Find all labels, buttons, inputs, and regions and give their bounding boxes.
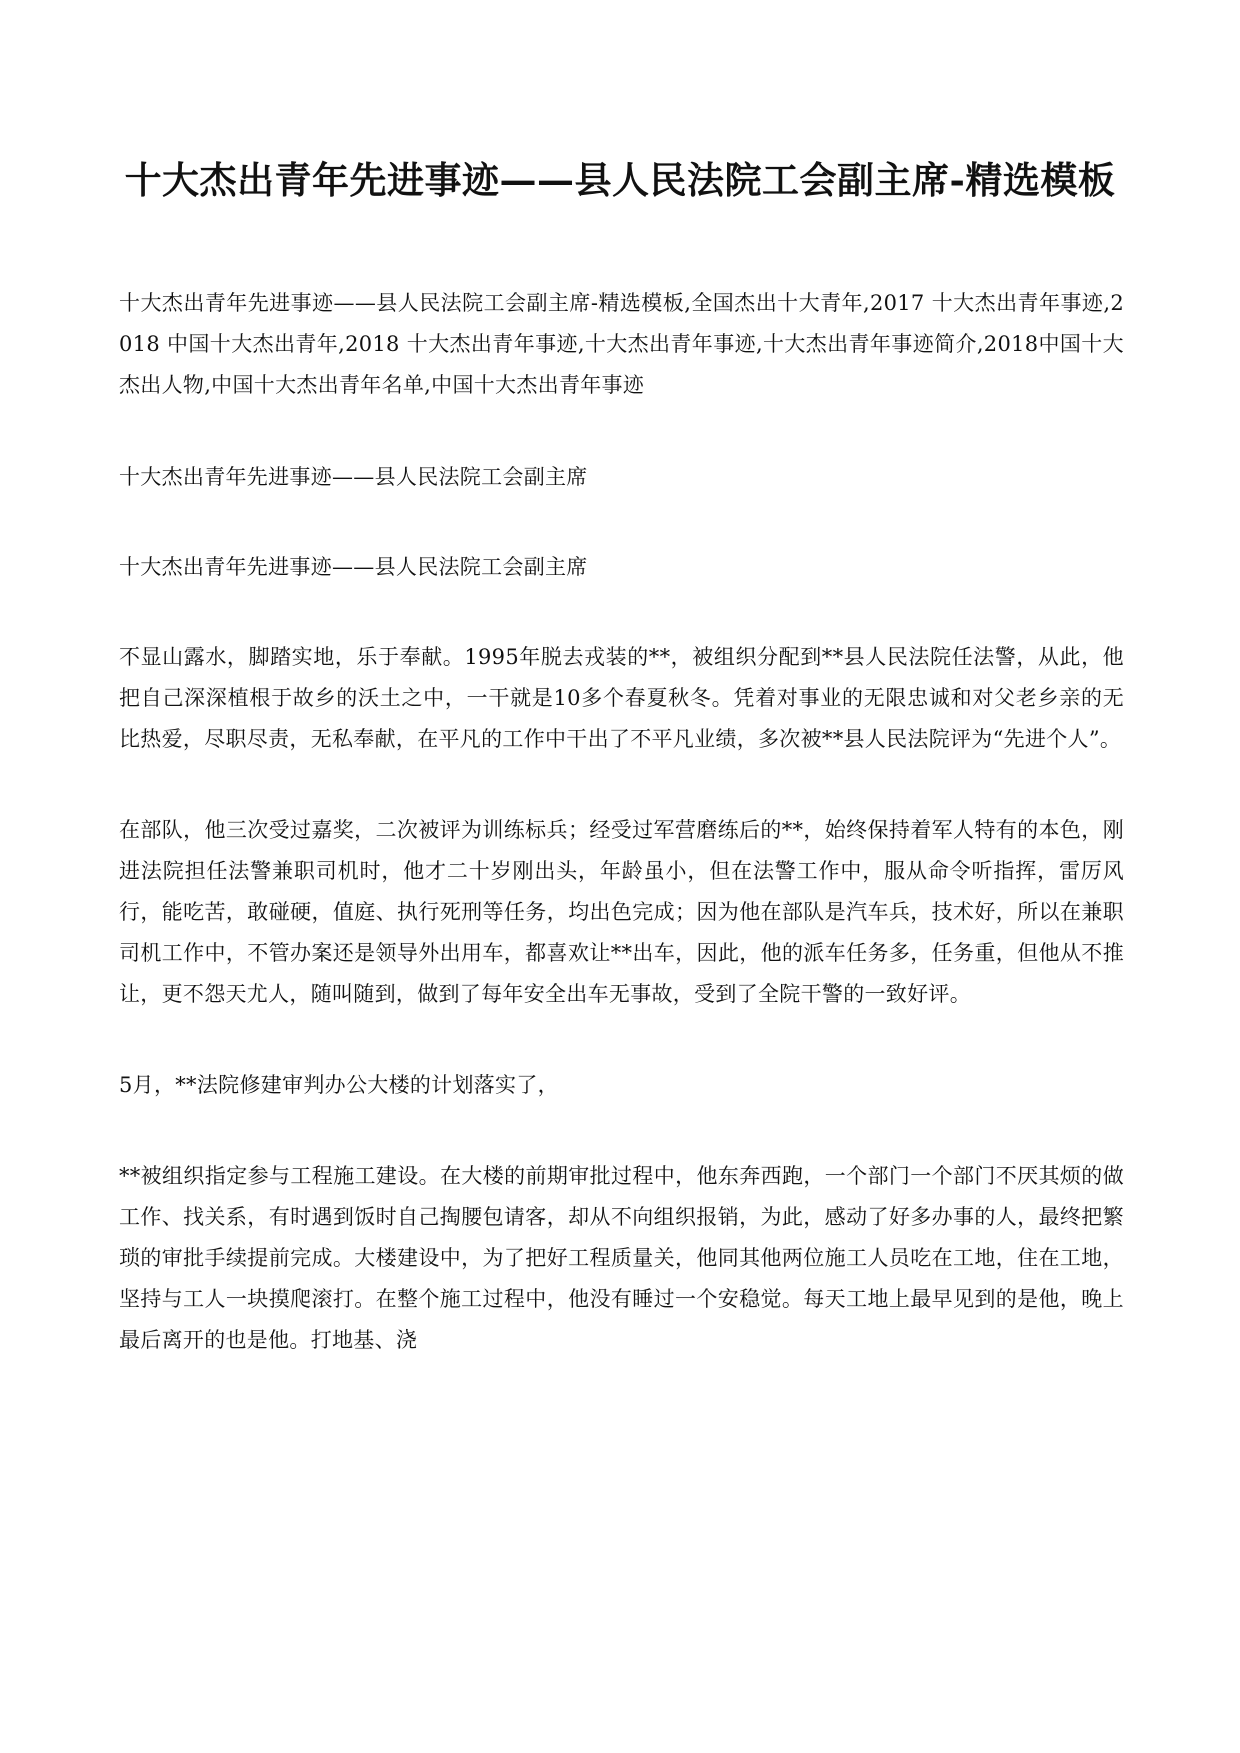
body-paragraph-2: 在部队，他三次受过嘉奖，二次被评为训练标兵；经受过军营磨练后的**，始终保持着军人特有的本色，刚进法院担任法警兼职司机时，他才二十岁刚出头，年龄虽小，但在法警工作中，服从命令听指挥，雷厉风行，能吃苦，敢碰硬，值庭、执行死刑等任务，均出色完成；因为他在部队是汽车兵，技术好，所以在兼职司机工作中，不管办案还是领导外出用车，都喜欢让**出车，因此，他的派车任务多，任务重，但他从不推让，更不怨天尤人，随叫随到，做到了每年安全出车无事故，受到了全院干警的一致好评。 [119, 818, 1124, 1006]
document-title: 十大杰出青年先进事迹——县人民法院工会副主席-精选模板 [124, 158, 1116, 202]
keywords-paragraph: 十大杰出青年先进事迹——县人民法院工会副主席-精选模板,全国杰出十大青年,2017 十大杰出青年事迹,2018 中国十大杰出青年,2018 十大杰出青年事迹,十大杰出青年事迹,十大杰出青年事迹简介,2018中国十大杰出人物,中国十大杰出青年名单,中国十大杰出青年事迹 [119, 291, 1124, 397]
subtitle-line-2: 十大杰出青年先进事迹——县人民法院工会副主席 [119, 555, 588, 579]
document-body [119, 283, 1124, 1361]
subtitle-line-1: 十大杰出青年先进事迹——县人民法院工会副主席 [119, 465, 588, 489]
body-paragraph-4: **被组织指定参与工程施工建设。在大楼的前期审批过程中，他东奔西跑，一个部门一个部门不厌其烦的做工作、找关系，有时遇到饭时自己掏腰包请客，却从不向组织报销，为此，感动了好多办事的人，最终把繁琐的审批手续提前完成。大楼建设中，为了把好工程质量关，他同其他两位施工人员吃在工地，住在工地，坚持与工人一块摸爬滚打。在整个施工过程中，他没有睡过一个安稳觉。每天工地上最早见到的是他，晚上最后离开的也是他。打地基、浇 [119, 1164, 1124, 1352]
body-paragraph-1: 不显山露水，脚踏实地，乐于奉献。1995年脱去戎装的**，被组织分配到**县人民法院任法警，从此，他把自己深深植根于故乡的沃土之中，一干就是10多个春夏秋冬。凭着对事业的无限忠诚和对父老乡亲的无比热爱，尽职尽责，无私奉献，在平凡的工作中干出了不平凡业绩，多次被**县人民法院评为“先进个人”。 [119, 645, 1124, 751]
body-paragraph-3: 5月，**法院修建审判办公大楼的计划落实了， [119, 1073, 559, 1097]
